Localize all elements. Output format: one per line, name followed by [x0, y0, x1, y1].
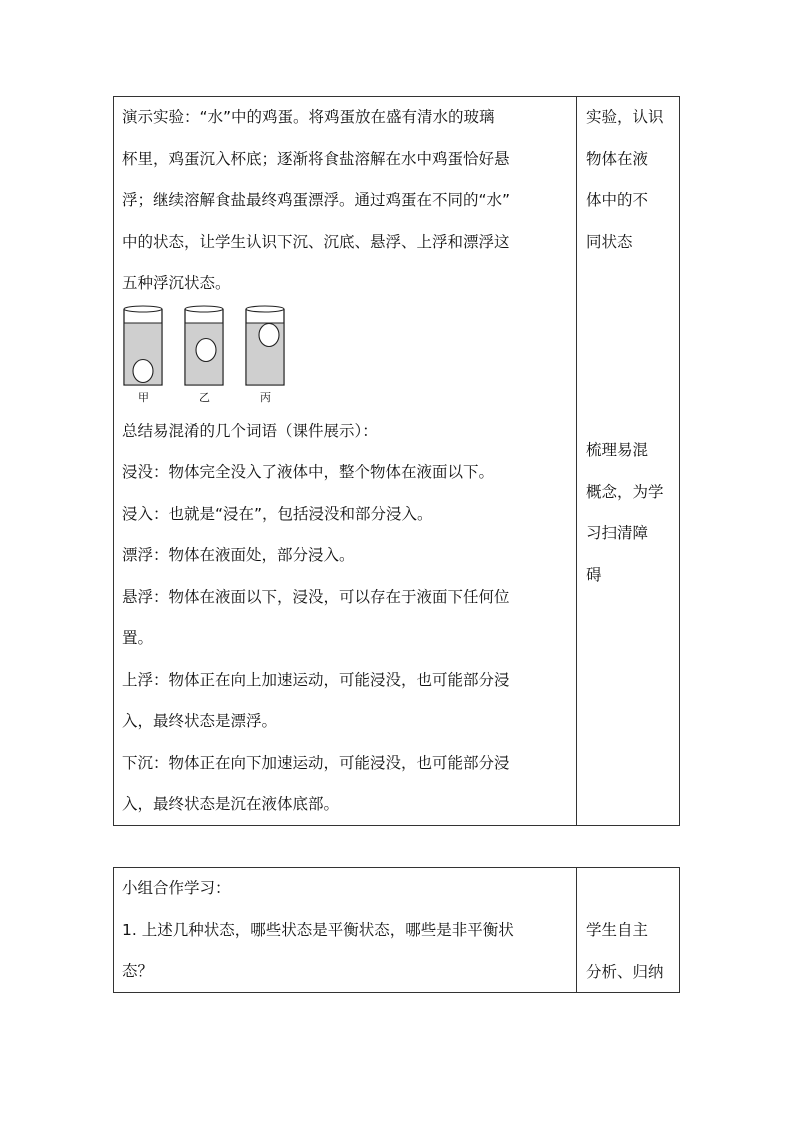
figure-label-bing: 丙 — [260, 390, 271, 404]
glass-jia — [124, 306, 162, 385]
purpose-text-line: 碍 — [586, 565, 602, 584]
group-study-line: 态？ — [122, 962, 154, 980]
demo-text-line: 五种浮沉状态。 — [122, 274, 231, 292]
group-study-line: 1. 上述几种状态，哪些状态是平衡状态，哪些是非平衡状 — [122, 920, 514, 939]
demo-text-line: 杯里，鸡蛋沉入杯底；逐渐将食盐溶解在水中鸡蛋恰好悬 — [122, 149, 510, 168]
egg-floating — [259, 323, 279, 346]
egg-sunk — [133, 359, 153, 382]
summary-text-line: 总结易混淆的几个词语（课件展示）： — [122, 421, 378, 440]
purpose-text-line: 物体在液 — [586, 149, 649, 168]
glasses-illustration — [122, 305, 292, 393]
summary-text-line: 上浮：物体正在向上加速运动，可能浸没，也可能部分浸 — [122, 670, 510, 689]
purpose-text-line: 分析、归纳 — [586, 962, 664, 981]
group-study-line: 小组合作学习： — [122, 879, 231, 897]
summary-text-line: 浸入：也就是“浸在”，包括浸没和部分浸入。 — [122, 504, 433, 523]
figure-label-yi: 乙 — [199, 390, 210, 404]
summary-text-line: 下沉：物体正在向下加速运动，可能浸没，也可能部分浸 — [122, 753, 510, 772]
purpose-column — [586, 97, 676, 263]
demo-text-line: 演示实验：“水”中的鸡蛋。将鸡蛋放在盛有清水的玻璃 — [122, 108, 495, 126]
summary-text-line: 入，最终状态是漂浮。 — [122, 712, 278, 730]
purpose-column — [586, 910, 676, 993]
egg-glass-figure — [122, 305, 572, 411]
purpose-text-line: 学生自主 — [586, 921, 649, 939]
summary-text-line: 置。 — [122, 629, 154, 647]
summary-text-line: 入，最终状态是沉在液体底部。 — [122, 795, 340, 813]
egg-suspended — [196, 338, 216, 361]
column-divider — [576, 97, 577, 825]
glass-yi — [185, 306, 223, 385]
purpose-text-line: 梳理易混 — [586, 441, 649, 459]
purpose-text-line: 概念，为学 — [586, 482, 664, 501]
purpose-text-line: 习扫清障 — [586, 524, 649, 542]
content-column — [122, 868, 572, 993]
figure-label-jia: 甲 — [138, 390, 149, 404]
summary-text-line: 漂浮：物体在液面处，部分浸入。 — [122, 546, 355, 564]
purpose-text-line: 体中的不 — [586, 191, 649, 209]
summary-text-line: 浸没：物体完全没入了液体中，整个物体在液面以下。 — [122, 463, 495, 481]
summary-text-line: 悬浮：物体在液面以下，浸没，可以存在于液面下任何位 — [122, 587, 510, 606]
demo-text-line: 中的状态，让学生认识下沉、沉底、悬浮、上浮和漂浮这 — [122, 232, 510, 251]
demo-text-line: 浮；继续溶解食盐最终鸡蛋漂浮。通过鸡蛋在不同的“水” — [122, 191, 511, 209]
purpose-column-lower — [586, 430, 676, 596]
purpose-text-line: 同状态 — [586, 232, 633, 251]
lesson-table-2 — [113, 867, 680, 993]
glass-bing — [246, 306, 284, 385]
lesson-table-1 — [113, 96, 680, 826]
content-column — [122, 97, 572, 826]
purpose-text-line: 实验，认识 — [586, 108, 664, 126]
column-divider — [576, 868, 577, 992]
